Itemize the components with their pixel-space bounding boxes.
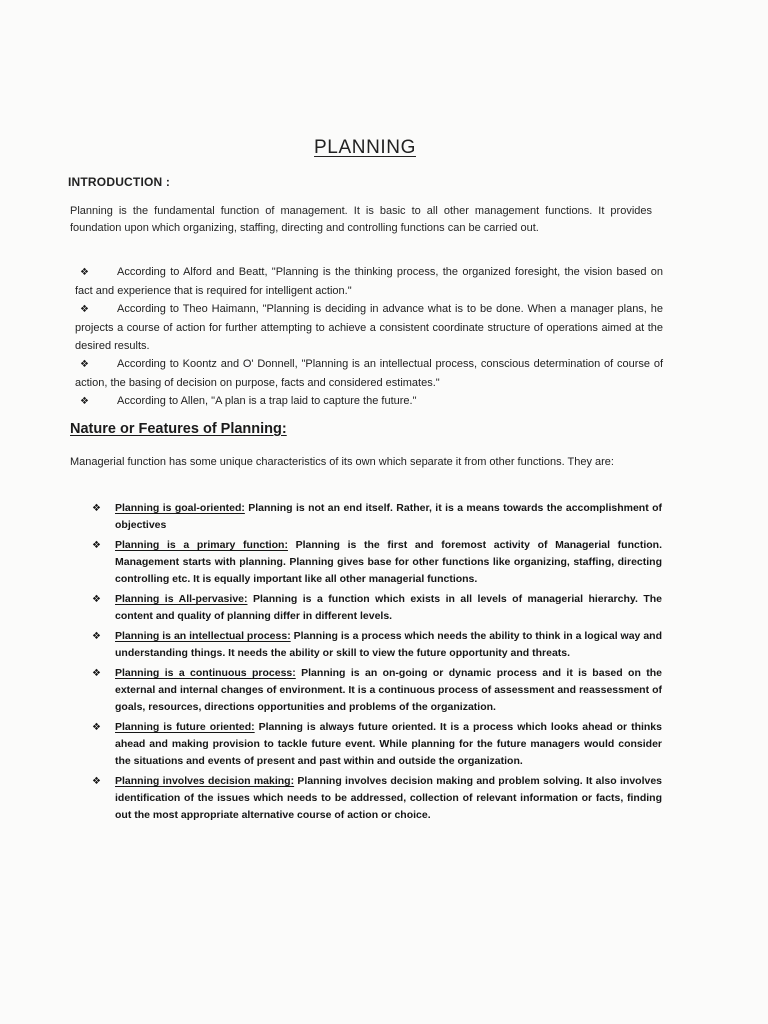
definition-text: According to Alford and Beatt, "Planning is the thinking process, the organized foresight, the vision based on fact and experience that is required for intelligent action." — [75, 266, 663, 297]
feature-term: Planning is an intellectual process: — [115, 630, 291, 642]
page-title: PLANNING — [314, 137, 416, 158]
feature-body — [115, 537, 662, 588]
feature-term: Planning is a primary function: — [115, 539, 288, 551]
definition-text: According to Allen, "A plan is a trap laid to capture the future." — [117, 395, 417, 407]
feature-item — [92, 773, 662, 824]
feature-term: Planning is future oriented: — [115, 721, 255, 733]
bullet-icon: ❖ — [92, 631, 101, 642]
feature-body — [115, 773, 662, 824]
definition-item — [75, 392, 663, 411]
definitions-list — [75, 263, 663, 411]
feature-item — [92, 537, 662, 588]
definition-text: According to Theo Haimann, "Planning is deciding in advance what is to be done. When a manager plans, he projects a course of action for further attempting to achieve a consistent coordinate structure of operations aimed at the desired results. — [75, 303, 663, 352]
feature-body — [115, 665, 662, 716]
feature-description: Planning is a function which exists in all levels of managerial hierarchy. The content and quality of planning differ in different levels. — [115, 593, 663, 622]
feature-description: Planning is a process which needs the ability to think in a logical way and understanding things. It needs the ability or skill to view the future opportunity and threats. — [115, 630, 662, 659]
bullet-icon: ❖ — [92, 503, 101, 514]
features-list — [92, 500, 662, 827]
definition-item — [75, 355, 663, 392]
nature-intro-paragraph: Managerial function has some unique characteristics of its own which separate it from other functions. They are: — [70, 456, 614, 468]
bullet-icon: ❖ — [92, 776, 101, 787]
definition-text: According to Koontz and O' Donnell, "Planning is an intellectual process, conscious determination of course of action, the basing of decision on purpose, facts and considered estimates." — [75, 358, 663, 389]
feature-description: Planning is not an end itself. Rather, it is a means towards the accomplishment of objectives — [115, 502, 662, 531]
feature-body — [115, 628, 662, 662]
nature-heading: Nature or Features of Planning: — [70, 421, 287, 437]
bullet-icon: ❖ — [80, 396, 89, 407]
bullet-icon: ❖ — [92, 594, 101, 605]
definition-item — [75, 300, 663, 355]
feature-description: Planning is the first and foremost activity of Managerial function. Management starts with planning. Planning gives base for other functions like organizing, staffing, directing controlling etc. It is equally important like all other managerial functions. — [115, 539, 662, 585]
feature-item — [92, 719, 662, 770]
feature-term: Planning is a continuous process: — [115, 667, 296, 679]
feature-body — [115, 591, 662, 625]
feature-description: Planning is an on-going or dynamic process and it is based on the external and internal changes of environment. It is a continuous process of assessment and reassessment of goals, resources, directions opportunities and problems of the organization. — [115, 667, 662, 713]
feature-description: Planning involves decision making and problem solving. It also involves identification of the issues which needs to be addressed, collection of relevant information or facts, finding out the most appropriate alternative course of action or choice. — [115, 775, 663, 821]
bullet-icon: ❖ — [80, 304, 89, 315]
introduction-paragraph: Planning is the fundamental function of management. It is basic to all other management functions. It provides foundation upon which organizing, staffing, directing and controlling functions can be carried out. — [70, 205, 652, 234]
introduction-heading: INTRODUCTION : — [68, 175, 171, 189]
feature-term: Planning is goal-oriented: — [115, 502, 245, 514]
definition-item — [75, 263, 663, 300]
feature-item — [92, 628, 662, 662]
feature-description: Planning is always future oriented. It is a process which looks ahead or thinks ahead and making provision to tackle future event. While planning for the future managers would consider the situations and events of present and past within and outside the organization. — [115, 721, 662, 767]
bullet-icon: ❖ — [92, 668, 101, 679]
bullet-icon: ❖ — [92, 722, 101, 733]
feature-body — [115, 500, 662, 534]
feature-item — [92, 665, 662, 716]
feature-item — [92, 500, 662, 534]
bullet-icon: ❖ — [80, 267, 89, 278]
bullet-icon: ❖ — [80, 359, 89, 370]
feature-term: Planning involves decision making: — [115, 775, 295, 787]
bullet-icon: ❖ — [92, 540, 101, 551]
feature-term: Planning is All-pervasive: — [115, 593, 248, 605]
feature-item — [92, 591, 662, 625]
feature-body — [115, 719, 662, 770]
